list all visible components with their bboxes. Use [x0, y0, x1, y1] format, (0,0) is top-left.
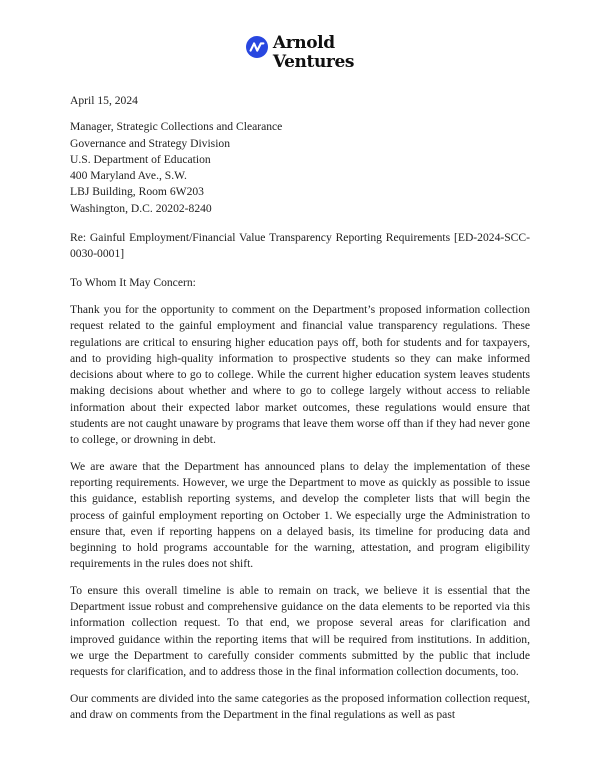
brand-name-line1: Arnold — [272, 33, 335, 53]
letter-date: April 15, 2024 — [70, 94, 138, 107]
body-paragraph: Thank you for the opportunity to comment on the Department’s proposed information collection request related to the gainful employment and financial value transparency regulations. These regulations are critical to ensuring higher education pays off, both for students and for taxpayers, and to providing high-quality information to prospective students so they can make informed decisions about where to go to college. While the current higher education system leaves students making decisions about whether and where to go to college largely without access to reliable information about their expected labor market outcomes, these regulations would ensure that students are not caught unaware by programs that leave them worse off than if they had never gone to college, or drowning in debt. — [70, 302, 530, 447]
brand-name-line2: Ventures — [272, 51, 355, 72]
address-line: LBJ Building, Room 6W203 — [70, 185, 204, 199]
subject-line: Re: Gainful Employment/Financial Value Transparency Reporting Requirements [ED-2024-SCC-0030-0001] — [70, 231, 530, 261]
brand-logo — [246, 34, 354, 71]
av-monogram-icon — [246, 36, 268, 58]
brand-header — [0, 0, 600, 71]
address-line: Manager, Strategic Collections and Clearance — [70, 120, 283, 134]
address-line: Washington, D.C. 20202-8240 — [70, 201, 212, 215]
brand-name — [273, 34, 354, 71]
body-paragraph: Our comments are divided into the same categories as the proposed information collection request, and draw on comments from the Department in the final regulations as well as past — [70, 691, 530, 721]
letter-body — [0, 71, 600, 723]
salutation: To Whom It May Concern: — [70, 275, 196, 289]
recipient-address — [70, 119, 530, 217]
address-line: Governance and Strategy Division — [70, 136, 231, 150]
body-paragraph: To ensure this overall timeline is able to remain on track, we believe it is essential that the Department issue robust and comprehensive guidance on the data elements to be reported via this information collection request. To that end, we propose several areas for clarification and improved guidance within the reporting items that will be required from institutions. In addition, we urge the Department to carefully consider comments submitted by the public that include requests for clarification, and to address those in the final information collection documents, too. — [70, 583, 530, 679]
address-line: U.S. Department of Education — [70, 152, 211, 166]
body-paragraph: We are aware that the Department has announced plans to delay the implementation of these reporting requirements. However, we urge the Department to move as quickly as possible to issue this guidance, establish reporting systems, and develop the completer lists that will begin the process of gainful employment reporting on October 1. We especially urge the Administration to ensure that, even if reporting happens on a delayed basis, its timeline for producing data and beginning to hold programs accountable for the warning, attestation, and program eligibility requirements in the rules does not shift. — [70, 459, 530, 571]
address-line: 400 Maryland Ave., S.W. — [70, 169, 187, 183]
